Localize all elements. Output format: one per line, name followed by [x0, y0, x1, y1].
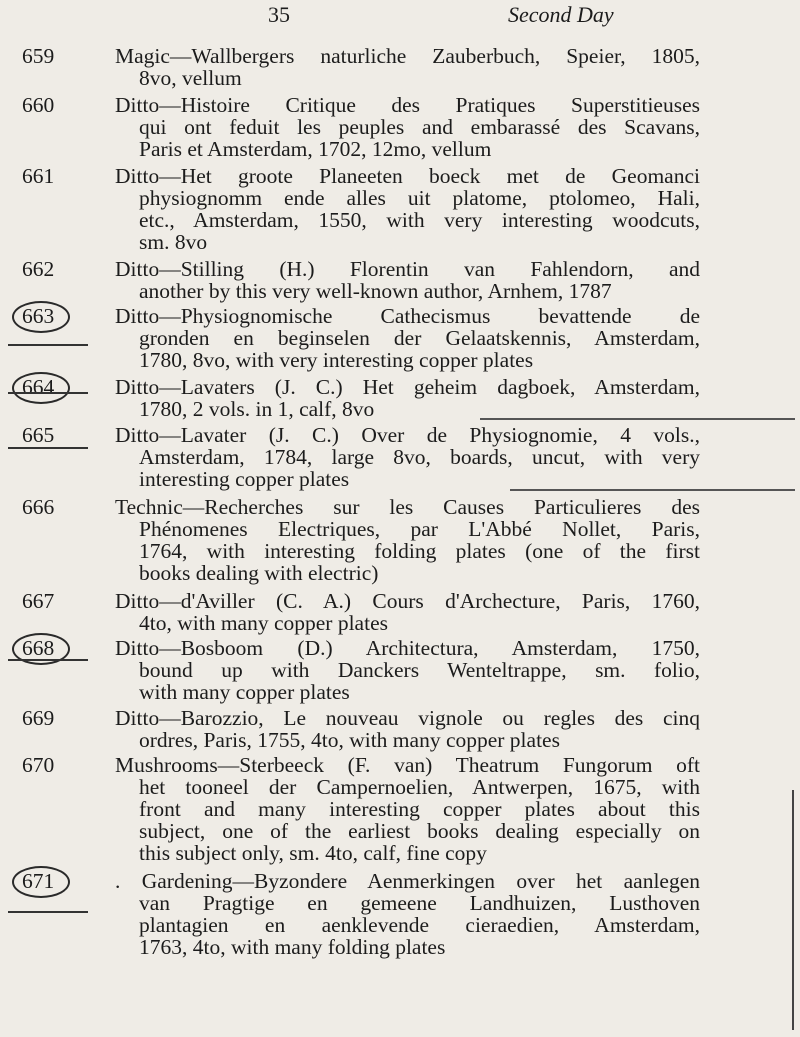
lot-line: sm. 8vo [139, 230, 208, 254]
lot-number: 668 [22, 636, 55, 660]
lot-number: 669 [22, 706, 55, 730]
lot-line: physiognomm ende alles uit platome, ptolomeo, Hali, [139, 186, 700, 210]
lot-line: Amsterdam, 1784, large 8vo, boards, uncut, with very [139, 445, 700, 469]
lot-line: 1763, 4to, with many folding plates [139, 935, 446, 959]
lot-line: Phénomenes Electriques, par L'Abbé Nollet, Paris, [139, 517, 700, 541]
lot-line: Ditto—Barozzio, Le nouveau vignole ou regles des cinq [115, 706, 700, 730]
lot-line: subject, one of the earliest books dealing especially on [139, 819, 700, 843]
lot-line: etc., Amsterdam, 1550, with very interesting woodcuts, [139, 208, 700, 232]
page-number: 35 [268, 2, 290, 27]
lot-line: ordres, Paris, 1755, 4to, with many copper plates [139, 728, 560, 752]
lot-line: Ditto—Bosboom (D.) Architectura, Amsterdam, 1750, [115, 636, 700, 660]
lot-line: books dealing with electric) [139, 561, 379, 585]
handwritten-underline [8, 344, 88, 346]
lot-description [115, 637, 700, 703]
handwritten-circle [12, 301, 70, 333]
pencil-line [510, 489, 795, 491]
lot-description [115, 376, 700, 420]
lot-description [115, 258, 700, 302]
lot-number: 665 [22, 423, 55, 447]
lot-line: Technic—Recherches sur les Causes Particulieres des [115, 495, 700, 519]
lot-line: front and many interesting copper plates about this [139, 797, 700, 821]
lot-line: 1780, 8vo, with very interesting copper plates [139, 348, 534, 372]
lot-number: 660 [22, 93, 55, 117]
lot-line: 4to, with many copper plates [139, 611, 388, 635]
lot-line: 1780, 2 vols. in 1, calf, 8vo [139, 397, 375, 421]
handwritten-underline [8, 911, 88, 913]
lot-number: 667 [22, 589, 55, 613]
lot-line: Paris et Amsterdam, 1702, 12mo, vellum [139, 137, 492, 161]
lot-line: 8vo, vellum [139, 66, 242, 90]
lot-number: 670 [22, 753, 55, 777]
lot-line: Ditto—Lavater (J. C.) Over de Physiognomie, 4 vols., [115, 423, 700, 447]
lot-number: 659 [22, 44, 55, 68]
lot-line: Mushrooms—Sterbeeck (F. van) Theatrum Fungorum oft [115, 753, 700, 777]
lot-line: van Pragtige en gemeene Landhuizen, Lusthoven [139, 891, 700, 915]
lot-line: qui ont feduit les peuples and embarassé des Scavans, [139, 115, 700, 139]
lot-line: Ditto—Physiognomische Cathecismus bevattende de [115, 304, 700, 328]
lot-line: gronden en beginselen der Gelaatskennis, Amsterdam, [139, 326, 700, 350]
lot-description [115, 305, 700, 371]
lot-description [115, 590, 700, 634]
handwritten-underline [8, 659, 88, 661]
lot-description [115, 45, 700, 89]
lot-line: Ditto—Het groote Planeeten boeck met de Geomanci [115, 164, 700, 188]
lot-description [115, 707, 700, 751]
pencil-line [480, 418, 795, 420]
lot-number: 662 [22, 257, 55, 281]
lot-line: Ditto—d'Aviller (C. A.) Cours d'Archecture, Paris, 1760, [115, 589, 700, 613]
handwritten-underline [8, 447, 88, 449]
lot-line: bound up with Danckers Wenteltrappe, sm. folio, [139, 658, 700, 682]
lot-line: Magic—Wallbergers naturliche Zauberbuch, Speier, 1805, [115, 44, 700, 68]
lot-number: 663 [22, 304, 55, 328]
lot-number: 666 [22, 495, 55, 519]
lot-line: Ditto—Lavaters (J. C.) Het geheim dagboek, Amsterdam, [115, 375, 700, 399]
lot-number: 664 [22, 375, 55, 399]
lot-description [115, 424, 700, 490]
lot-line: with many copper plates [139, 680, 350, 704]
lot-description [115, 94, 700, 160]
lot-description [115, 496, 700, 584]
running-head: Second Day [508, 2, 614, 27]
lot-line: Ditto—Stilling (H.) Florentin van Fahlendorn, and [115, 257, 700, 281]
handwritten-underline [8, 392, 88, 394]
lot-line: another by this very well-known author, Arnhem, 1787 [139, 279, 612, 303]
page-header [0, 2, 800, 32]
handwritten-circle [12, 372, 70, 404]
lot-line: . Gardening—Byzondere Aenmerkingen over het aanlegen [115, 869, 700, 893]
lot-description [115, 870, 700, 958]
lot-description [115, 754, 700, 864]
handwritten-circle [12, 866, 70, 898]
lot-line: Ditto—Histoire Critique des Pratiques Superstitieuses [115, 93, 700, 117]
lot-line: het tooneel der Campernoelien, Antwerpen, 1675, with [139, 775, 700, 799]
lot-number: 661 [22, 164, 55, 188]
lot-number: 671 [22, 869, 55, 893]
lot-line: interesting copper plates [139, 467, 350, 491]
margin-mark [792, 790, 794, 1030]
lot-line: 1764, with interesting folding plates (one of the first [139, 539, 700, 563]
lot-description [115, 165, 700, 253]
lot-line: this subject only, sm. 4to, calf, fine copy [139, 841, 487, 865]
lot-line: plantagien en aenklevende cieraedien, Amsterdam, [139, 913, 700, 937]
